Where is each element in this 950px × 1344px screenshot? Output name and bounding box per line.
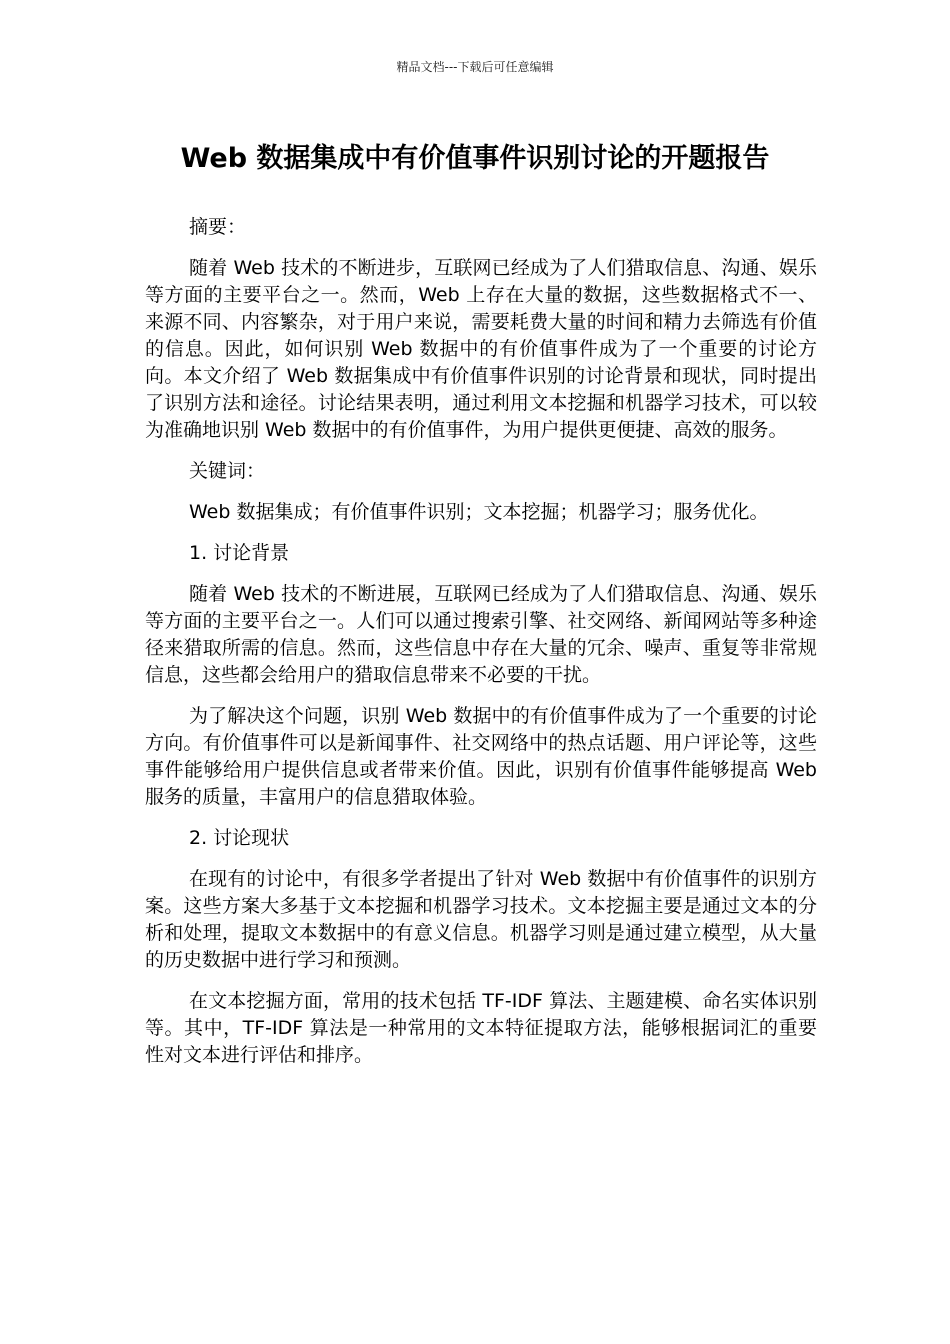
section-1-heading: 1. 讨论背景 xyxy=(189,542,290,564)
section-2-paragraph-2: 在文本挖掘方面，常用的技术包括 TF-IDF 算法、主题建模、命名实体识别等。其中，TF-IDF 算法是一种常用的文本特征提取方法，能够根据词汇的重要性对文本进行评估和排序。 xyxy=(145,990,817,1066)
section-1-paragraph-1: 随着 Web 技术的不断进展，互联网已经成为了人们猎取信息、沟通、娱乐等方面的主要平台之一。人们可以通过搜索引擎、社交网络、新闻网站等多种途径来猎取所需的信息。然而，这些信息中存在大量的冗余、噪声、重复等非常规信息，这些都会给用户的猎取信息带来不必要的干扰。 xyxy=(145,583,817,686)
abstract-label: 摘要： xyxy=(189,216,247,238)
section-2-paragraph-1: 在现有的讨论中，有很多学者提出了针对 Web 数据中有价值事件的识别方案。这些方案大多基于文本挖掘和机器学习技术。文本挖掘主要是通过文本的分析和处理，提取文本数据中的有意义信息。机器学习则是通过建立模型，从大量的历史数据中进行学习和预测。 xyxy=(145,868,817,971)
document-body xyxy=(145,214,817,1083)
document-title: Web 数据集成中有价值事件识别讨论的开题报告 xyxy=(180,143,770,174)
page-header: 精品文档---下载后可任意编辑 xyxy=(396,60,554,74)
section-1-paragraph-2: 为了解决这个问题，识别 Web 数据中的有价值事件成为了一个重要的讨论方向。有价值事件可以是新闻事件、社交网络中的热点话题、用户评论等，这些事件能够给用户提供信息或者带来价值。因此，识别有价值事件能够提高 Web 服务的质量，丰富用户的信息猎取体验。 xyxy=(145,705,817,808)
keywords-paragraph: Web 数据集成；有价值事件识别；文本挖掘；机器学习；服务优化。 xyxy=(189,501,769,523)
keywords-label: 关键词： xyxy=(189,460,266,482)
abstract-paragraph: 随着 Web 技术的不断进步，互联网已经成为了人们猎取信息、沟通、娱乐等方面的主要平台之一。然而，Web 上存在大量的数据，这些数据格式不一、来源不同、内容繁杂，对于用户来说，需要耗费大量的时间和精力去筛选有价值的信息。因此，如何识别 Web 数据中的有价值事件成为了一个重要的讨论方向。本文介绍了 Web 数据集成中有价值事件识别的讨论背景和现状，同时提出了识别方法和途径。讨论结果表明，通过利用文本挖掘和机器学习技术，可以较为准确地识别 Web 数据中的有价值事件，为用户提供更便捷、高效的服务。 xyxy=(145,257,817,441)
section-2-heading: 2. 讨论现状 xyxy=(189,827,290,849)
